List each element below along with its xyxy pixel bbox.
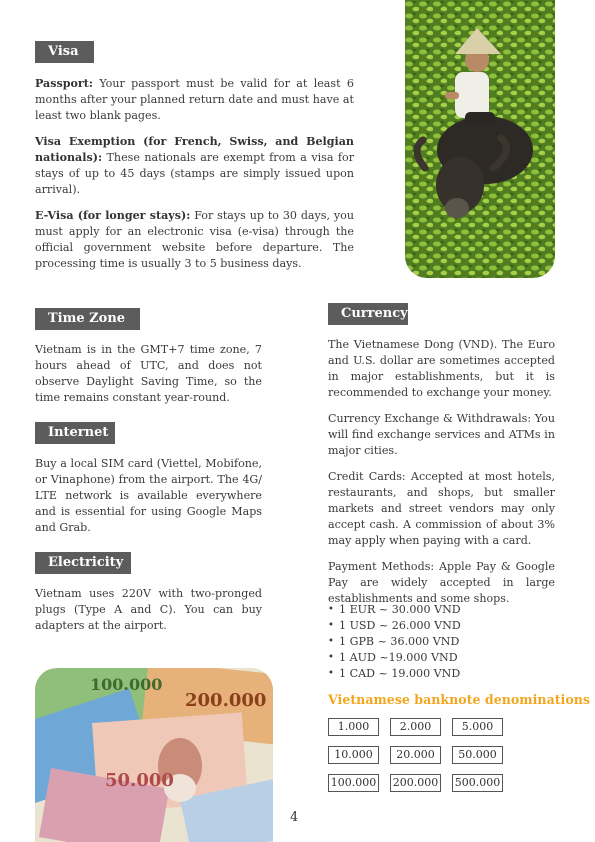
rate-item: • 1 GPB ~ 36.000 VND [328,634,461,650]
visa-text [35,76,354,282]
evisa-paragraph [35,208,354,272]
exchange-rates-list [328,602,461,682]
internet-text: Buy a local SIM card (Viettel, Mobifone, or Vinaphone) from the airport. The 4G/ LTE network is available everywhere and is essential for using Google Maps and Grab. [35,457,262,534]
denomination-box: 10.000 [328,746,379,764]
electricity-text: Vietnam uses 220V with two-pronged plugs (Type A and C). You can buy adapters at the airport. [35,587,262,632]
note-text-100000: 100.000 [90,675,163,694]
denomination-box: 50.000 [452,746,503,764]
denomination-box: 5.000 [452,718,503,736]
electricity-heading: Electricity [35,552,131,574]
rate-item: • 1 AUD ~19.000 VND [328,650,461,666]
denomination-box: 2.000 [390,718,441,736]
page-number: 4 [290,810,299,825]
denomination-box: 20.000 [390,746,441,764]
currency-paragraph-2: Currency Exchange & Withdrawals: You will find exchange services and ATMs in major cities. [328,412,555,457]
rate-item: • 1 USD ~ 26.000 VND [328,618,461,634]
currency-text [328,337,555,617]
time-zone-text: Vietnam is in the GMT+7 time zone, 7 hours ahead of UTC, and does not observe Daylight Saving Time, so the time remains constant year-round. [35,343,262,404]
denomination-box: 200.000 [390,774,441,792]
note-text-200000: 200.000 [185,690,267,711]
passport-label: Passport: [35,77,93,90]
visa-exemption-text: These nationals are exempt from a visa for stays of up to 45 days (stamps are simply issued upon arrival). [35,151,354,196]
evisa-text: For stays up to 30 days, you must apply for an electronic visa (e-visa) through the official government website before departure. The processing time is usually 3 to 5 business days. [35,209,354,270]
farmer-buffalo-photo [405,0,555,278]
visa-exemption-label: Visa Exemption (for French, Swiss, and Belgian nationals): [35,135,354,164]
evisa-label: E-Visa (for longer stays): [35,209,191,222]
denomination-box: 500.000 [452,774,503,792]
rate-item: • 1 EUR ~ 30.000 VND [328,602,461,618]
denomination-box: 1.000 [328,718,379,736]
currency-paragraph-1: The Vietnamese Dong (VND). The Euro and U.S. dollar are sometimes accepted in major establishments, but it is recommended to exchange your money. [328,338,555,399]
currency-paragraph-3: Credit Cards: Accepted at most hotels, restaurants, and shops, but smaller markets and street vendors may only accept cash. A commission of about 3% may apply when paying with a card. [328,470,555,547]
banknotes-photo [35,668,273,842]
visa-exemption-paragraph [35,134,354,198]
passport-text: Your passport must be valid for at least 6 months after your planned return date and must have at least two blank pages. [35,77,354,122]
currency-paragraph-4: Payment Methods: Apple Pay & Google Pay are widely accepted in large establishments and some shops. [328,560,555,605]
time-zone-heading: Time Zone [35,308,140,330]
currency-heading: Currency [328,303,408,325]
denomination-box: 100.000 [328,774,379,792]
rate-item: • 1 CAD ~ 19.000 VND [328,666,461,682]
passport-paragraph [35,76,354,124]
note-text-50000: 50.000 [105,770,174,791]
internet-heading: Internet [35,422,115,444]
visa-heading: Visa [35,41,94,63]
banknote-denominations-title: Vietnamese banknote denominations [328,692,590,707]
